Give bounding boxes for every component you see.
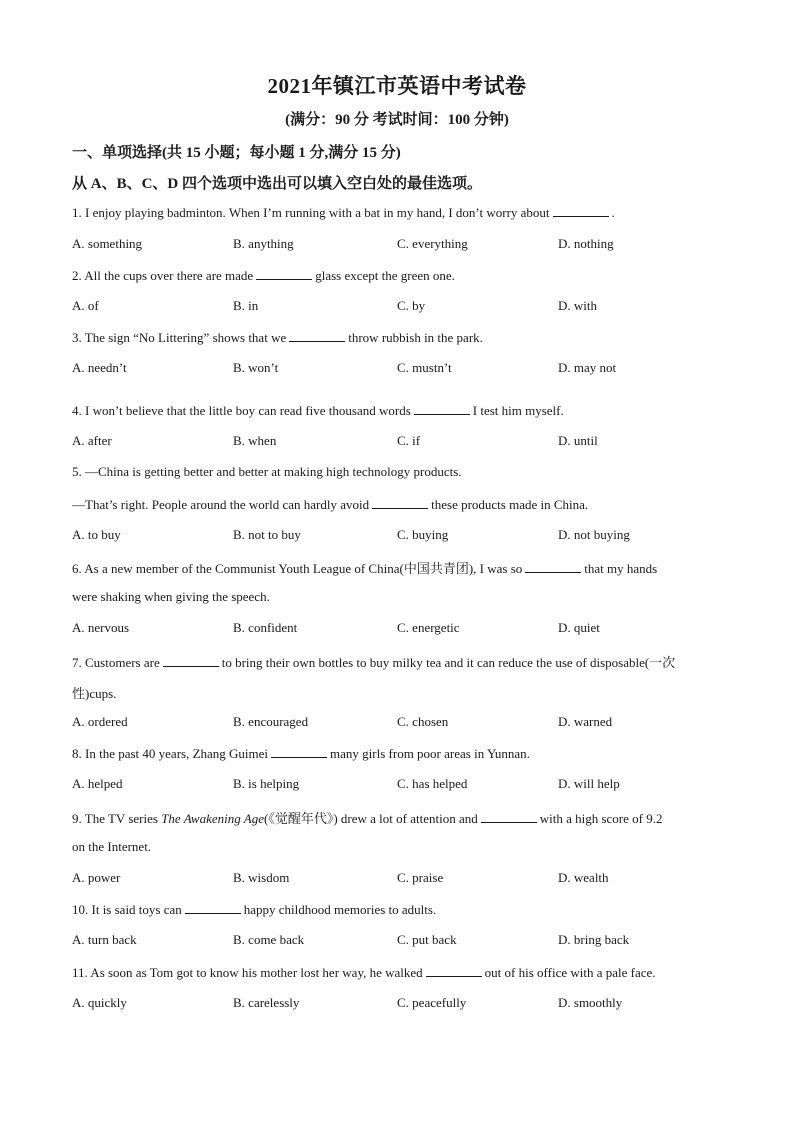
answer-blank [372,496,428,509]
option-b: B. carelessly [233,995,300,1010]
option-d: D. with [558,298,597,313]
question-text: to bring their own bottles to buy milky tea and it can reduce the use of disposable(一次 [221,655,676,670]
option-d: D. warned [558,714,613,729]
option-d: D. bring back [558,932,630,947]
question-text: were shaking when giving the speech. [72,589,270,604]
question-text: many girls from poor areas in Yunnan. [330,746,530,761]
question-6 [72,558,732,577]
option-d: D. will help [558,776,620,791]
options-8 [72,776,732,794]
question-11 [72,964,732,981]
option-b: B. in [233,298,259,313]
option-a: A. ordered [72,714,128,729]
answer-blank [481,810,537,823]
options-4 [72,433,732,451]
answer-blank [271,745,327,758]
options-5 [72,527,732,545]
section-heading: 一、单项选择(共 15 小题；每小题 1 分,满分 15 分) [72,145,401,161]
exam-info: (满分：90 分 考试时间：100 分钟) [285,112,509,128]
option-c: C. chosen [397,714,449,729]
question-5 [72,464,732,480]
option-a: A. something [72,236,143,251]
question-text: (《觉醒年代》) drew a lot of attention and [263,811,478,826]
options-2 [72,298,732,316]
question-text: 7. Customers are [72,655,160,670]
question-text: 1. I enjoy playing badminton. When I’m running with a bat in my hand, I don’t worry about [72,205,550,220]
answer-blank [414,402,470,415]
options-1 [72,236,732,254]
option-d: D. wealth [558,870,609,885]
question-text: 2. All the cups over there are made [72,268,254,283]
option-b: B. encouraged [233,714,309,729]
option-c: C. praise [397,870,444,885]
question-text: throw rubbish in the park. [348,330,483,345]
question-text: glass except the green one. [315,268,455,283]
option-d: D. may not [558,360,617,375]
section-instruction: 从 A、B、C、D 四个选项中选出可以填入空白处的最佳选项。 [72,176,483,192]
option-c: C. if [397,433,421,448]
answer-blank [525,560,581,573]
question-text: 8. In the past 40 years, Zhang Guimei [72,746,269,761]
question-text: that my hands [584,561,658,576]
question-text: happy childhood memories to adults. [243,902,437,917]
question-text: 性)cups. [72,686,117,701]
question-7-cont [72,683,732,702]
option-d: D. quiet [558,620,600,635]
question-6-cont [72,589,732,605]
question-10 [72,901,732,918]
option-a: A. quickly [72,995,127,1010]
option-c: C. buying [397,527,449,542]
answer-blank [426,964,482,977]
question-text: I test him myself. [472,403,564,418]
option-d: D. not buying [558,527,630,542]
question-text: 6. As a new member of the Communist Youth League of China(中国共青团), I was so [72,561,523,576]
option-b: B. is helping [233,776,300,791]
option-b: B. anything [233,236,294,251]
option-d: D. until [558,433,598,448]
answer-blank [553,204,609,217]
question-5-reply [72,496,732,513]
question-text: —That’s right. People around the world can hardly avoid [72,497,370,512]
options-11 [72,995,732,1013]
answer-blank [256,267,312,280]
question-text: 11. As soon as Tom got to know his mother lost her way, he walked [72,965,423,980]
answer-blank [289,329,345,342]
options-3 [72,360,732,378]
question-text: out of his office with a pale face. [484,965,656,980]
option-b: B. come back [233,932,305,947]
question-text: 4. I won’t believe that the little boy can read five thousand words [72,403,411,418]
question-text: . [611,205,615,220]
answer-blank [163,654,219,667]
option-c: C. energetic [397,620,460,635]
option-a: A. turn back [72,932,137,947]
question-2 [72,267,732,284]
question-9-cont [72,839,732,855]
question-text: with a high score of 9.2 [539,811,663,826]
question-3 [72,329,732,346]
option-a: A. of [72,298,99,313]
options-7 [72,714,732,732]
question-text: 3. The sign “No Littering” shows that we [72,330,287,345]
option-c: C. put back [397,932,457,947]
series-title: The Awakening Age [161,811,264,826]
option-b: B. wisdom [233,870,290,885]
option-b: B. confident [233,620,298,635]
option-b: B. not to buy [233,527,301,542]
question-text: 5. —China is getting better and better at making high technology products. [72,464,462,479]
question-text: on the Internet. [72,839,152,854]
question-4 [72,402,732,419]
option-b: B. won’t [233,360,279,375]
option-d: D. nothing [558,236,614,251]
option-c: C. has helped [397,776,468,791]
option-b: B. when [233,433,277,448]
question-text: 9. The TV series [72,811,158,826]
option-c: C. by [397,298,426,313]
question-7 [72,652,732,671]
option-a: A. nervous [72,620,130,635]
option-a: A. needn’t [72,360,127,375]
option-a: A. after [72,433,112,448]
option-c: C. peacefully [397,995,467,1010]
question-text: 10. It is said toys can [72,902,182,917]
option-d: D. smoothly [558,995,623,1010]
options-10 [72,932,732,950]
page-title: 2021年镇江市英语中考试卷 [267,74,527,98]
question-8 [72,745,732,762]
option-a: A. to buy [72,527,121,542]
option-c: C. mustn’t [397,360,452,375]
option-c: C. everything [397,236,468,251]
options-9 [72,870,732,888]
question-text: these products made in China. [431,497,589,512]
answer-blank [185,901,241,914]
option-a: A. helped [72,776,123,791]
option-a: A. power [72,870,121,885]
options-6 [72,620,732,638]
question-9 [72,808,732,827]
question-1 [72,204,732,221]
